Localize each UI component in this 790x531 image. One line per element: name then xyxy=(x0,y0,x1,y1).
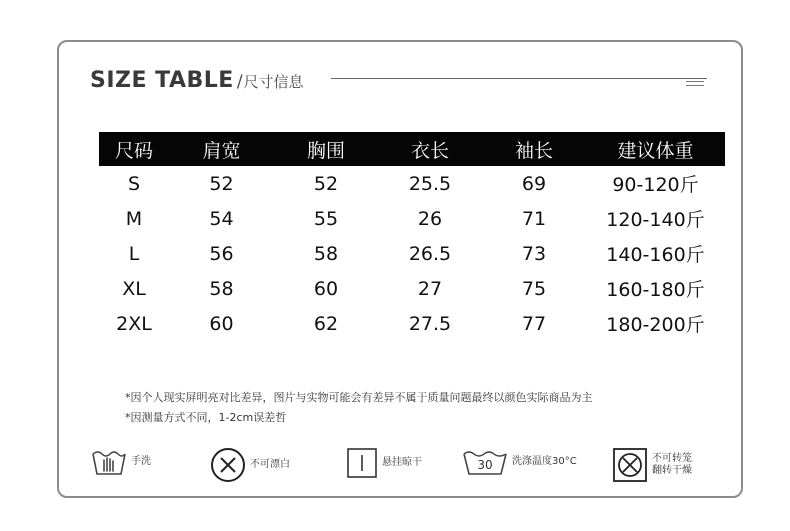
care-label-line: 不可转笼 xyxy=(652,453,692,464)
wash-30-icon xyxy=(462,447,508,477)
title-english: SIZE TABLE xyxy=(90,68,234,93)
table-row xyxy=(99,271,725,306)
table-cell: 75 xyxy=(521,277,547,300)
column-header: 尺码 xyxy=(99,132,169,166)
table-cell: 27.5 xyxy=(408,312,452,335)
care-label: 手洗 xyxy=(131,456,151,467)
table-cell: 60 xyxy=(313,277,339,300)
menu-lines-icon xyxy=(686,81,704,89)
size-table-card xyxy=(57,40,743,498)
table-cell: M xyxy=(125,207,143,230)
table-row xyxy=(99,236,725,271)
column-header: 胸围 xyxy=(274,132,378,166)
column-header: 衣长 xyxy=(378,132,482,166)
column-header: 肩宽 xyxy=(169,132,274,166)
table-cell: 25.5 xyxy=(408,172,452,195)
size-table xyxy=(99,132,725,341)
table-cell: 62 xyxy=(313,312,339,335)
table-cell: 55 xyxy=(313,207,339,230)
table-row xyxy=(99,166,725,201)
table-cell: S xyxy=(127,172,141,195)
no-tumble-label xyxy=(652,453,692,477)
table-row xyxy=(99,201,725,236)
table-cell: 52 xyxy=(313,172,339,195)
table-cell: 160-180斤 xyxy=(606,279,705,301)
table-cell: 58 xyxy=(313,242,339,265)
table-cell: 180-200斤 xyxy=(606,314,705,336)
table-cell: 56 xyxy=(209,242,234,265)
table-cell: 77 xyxy=(521,312,547,335)
table-cell: 69 xyxy=(521,172,547,195)
measurement-note: *因测量方式不同，1-2cm误差哲 xyxy=(125,411,287,424)
care-label: 洗涤温度30°C xyxy=(512,456,577,467)
table-cell: 54 xyxy=(209,207,234,230)
header-divider xyxy=(331,78,707,79)
table-cell: 140-160斤 xyxy=(606,244,705,266)
care-no-bleach xyxy=(210,447,290,483)
care-no-tumble-dry xyxy=(612,447,692,483)
care-label-line: 翻转干燥 xyxy=(652,465,692,476)
disclaimer-note: *因个人现实屏明亮对比差异，图片与实物可能会有差异不属于质量问题最终以颜色实际商品为主 xyxy=(125,391,593,404)
column-header: 建议体重 xyxy=(586,132,725,166)
care-hand-wash xyxy=(91,447,151,477)
care-wash-30 xyxy=(462,447,577,477)
table-cell: L xyxy=(128,242,140,265)
table-header-row xyxy=(99,132,725,166)
hand-wash-icon xyxy=(91,447,127,477)
table-cell: 52 xyxy=(209,172,234,195)
title-chinese: 尺寸信息 xyxy=(243,73,304,91)
table-cell: 90-120斤 xyxy=(612,174,699,196)
column-header: 袖长 xyxy=(482,132,586,166)
care-hang-dry xyxy=(346,447,422,479)
table-cell: 27 xyxy=(417,277,443,300)
table-cell: XL xyxy=(122,277,146,300)
table-cell: 2XL xyxy=(116,312,152,335)
wash-temp-number: 30 xyxy=(477,458,493,472)
no-tumble-dry-icon xyxy=(612,447,648,483)
table-cell: 120-140斤 xyxy=(606,209,705,231)
care-label: 不可漂白 xyxy=(250,459,290,470)
table-cell: 26 xyxy=(417,207,443,230)
no-bleach-icon xyxy=(210,447,246,483)
care-label: 悬挂晾干 xyxy=(382,457,422,468)
table-cell: 73 xyxy=(521,242,547,265)
table-cell: 58 xyxy=(209,277,234,300)
table-row xyxy=(99,306,725,341)
title-separator: / xyxy=(236,72,243,92)
table-cell: 60 xyxy=(209,312,234,335)
table-cell: 26.5 xyxy=(408,242,452,265)
hang-dry-icon xyxy=(346,447,378,479)
card-header xyxy=(90,64,304,94)
table-cell: 71 xyxy=(521,207,547,230)
